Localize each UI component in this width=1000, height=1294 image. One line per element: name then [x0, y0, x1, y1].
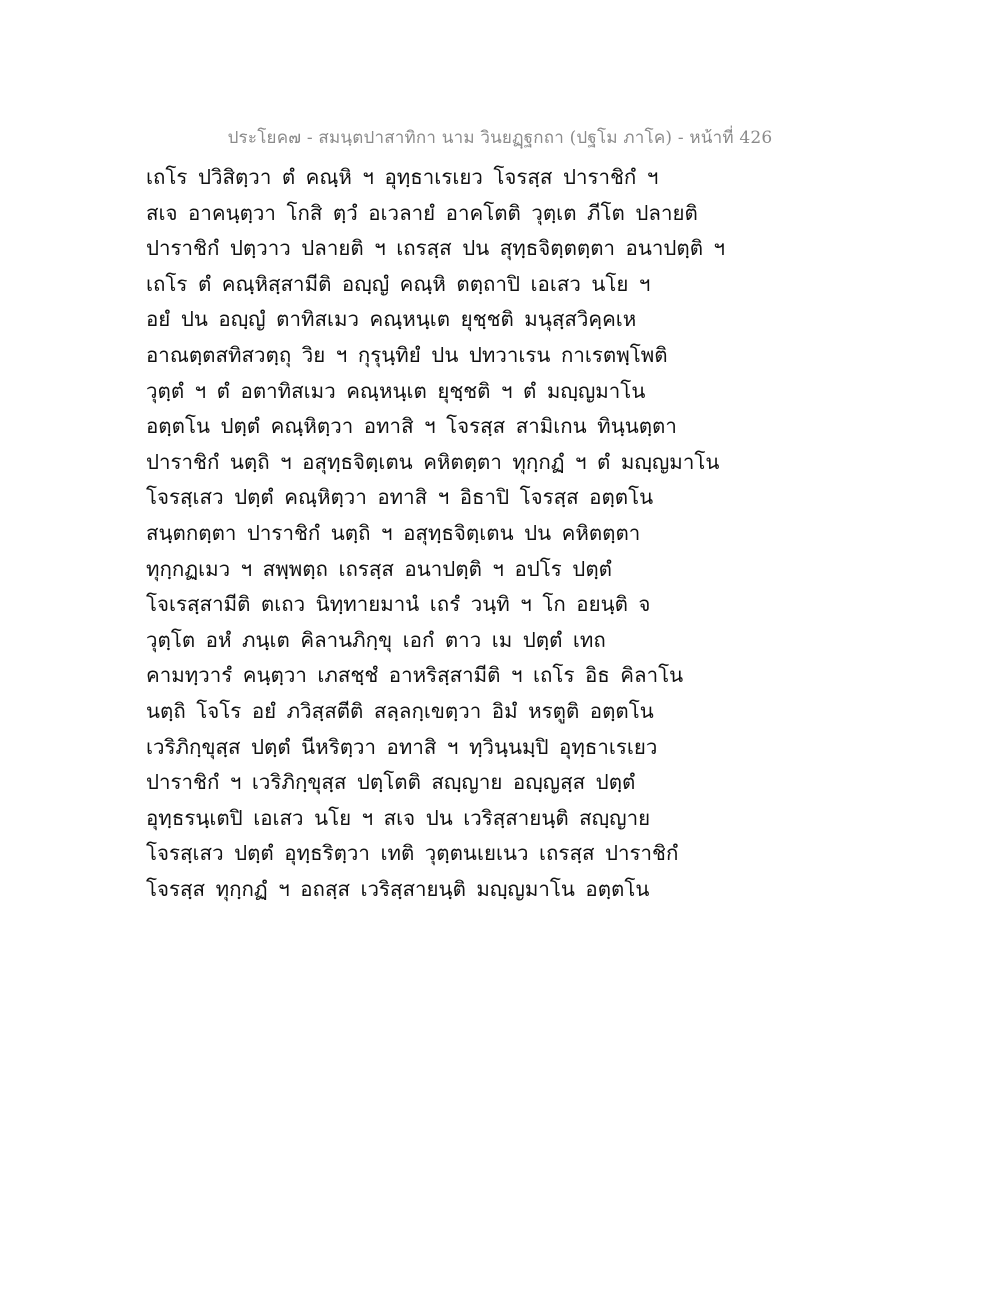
running-header: ประโยค๗ - สมนฺตปาสาทิกา นาม วินยฏฺฐกถา (ปฐโม ภาโค) - หน้าที่ 426	[227, 128, 773, 148]
text-line: สเจ อาคนฺตฺวา โกสิ ตฺวํ อเวลายํ อาคโตติ วุตฺเต ภีโต ปลายติ	[146, 200, 698, 225]
text-line: อตฺตโน ปตฺตํ คณฺหิตฺวา อทาสิ ฯ โจรสฺส สามิเกน ทินฺนตฺตา	[146, 414, 677, 439]
text-line: อาณตฺตสทิสวตฺถุ วิย ฯ กุรุนฺทิยํ ปน ปทวาเรน กาเรตพฺโพติ	[146, 342, 668, 367]
text-line: คามทฺวารํ คนฺตฺวา เภสชฺชํ อาหริสฺสามีติ ฯ เถโร อิธ คิลาโน	[146, 663, 684, 688]
text-line: โจรสฺส ทุกฺกฏํ ฯ อถสฺส เวริสฺสายนฺติ มญฺญมาโน อตฺตโน	[146, 876, 650, 901]
text-line: โจรสฺเสว ปตฺตํ คณฺหิตฺวา อทาสิ ฯ อิธาปิ โจรสฺส อตฺตโน	[146, 485, 654, 510]
text-line: ปาราชิกํ ฯ เวริภิกฺขุสฺส ปตฺโตติ สญฺญาย อญฺญสฺส ปตฺตํ	[146, 770, 636, 795]
text-line: อุทฺธรนฺเตปิ เอเสว นโย ฯ สเจ ปน เวริสฺสายนฺติ สญฺญาย	[146, 805, 651, 830]
text-line: เถโร ตํ คณฺหิสฺสามีติ อญฺญํ คณฺหิ ตตฺถาปิ เอเสว นโย ฯ	[146, 271, 651, 296]
text-line: เถโร ปวิสิตฺวา ตํ คณฺหิ ฯ อุทฺธาเรเยว โจรสฺส ปาราชิกํ ฯ	[146, 165, 659, 189]
text-line: ทุกฺกฏเมว ฯ สพฺพตฺถ เถรสฺส อนาปตฺติ ฯ อปโร ปตฺตํ	[146, 556, 612, 581]
text-line: นตฺถิ โจโร อยํ ภวิสฺสตีติ สลฺลกฺเขตฺวา อิมํ หรตูติ อตฺตโน	[146, 698, 654, 723]
text-line: อยํ ปน อญฺญํ ตาทิสเมว คณฺหนฺเต ยุชฺชติ มนุสฺสวิคฺคเห	[146, 307, 637, 332]
text-line: สนฺตกตฺตา ปาราชิกํ นตฺถิ ฯ อสุทฺธจิตฺเตน ปน คหิตตฺตา	[146, 520, 641, 545]
text-line: วุตฺตํ ฯ ตํ อตาทิสเมว คณฺหนฺเต ยุชฺชติ ฯ ตํ มญฺญมาโน	[146, 378, 646, 403]
text-line: เวริภิกฺขุสฺส ปตฺตํ นีหริตฺวา อทาสิ ฯ ทฺวินฺนมฺปิ อุทฺธาเรเยว	[146, 734, 658, 759]
body-text	[146, 160, 866, 907]
text-line: ปาราชิกํ นตฺถิ ฯ อสุทฺธจิตฺเตน คหิตตฺตา ทุกฺกฏํ ฯ ตํ มญฺญมาโน	[146, 449, 720, 474]
text-line: ปาราชิกํ ปตฺวาว ปลายติ ฯ เถรสฺส ปน สุทฺธจิตฺตตฺตา อนาปตฺติ ฯ	[146, 236, 726, 261]
text-line: วุตฺโต อหํ ภนฺเต คิลานภิกฺขุ เอกํ ตาว เม ปตฺตํ เทถ	[146, 627, 606, 652]
text-line: โจเรสฺสามีติ ตเถว นิทฺทายมานํ เถรํ วนฺทิ ฯ โก อยนฺติ จ	[146, 592, 651, 617]
text-line: โจรสฺเสว ปตฺตํ อุทฺธริตฺวา เทติ วุตฺตนเยเนว เถรสฺส ปาราชิกํ	[146, 841, 679, 866]
